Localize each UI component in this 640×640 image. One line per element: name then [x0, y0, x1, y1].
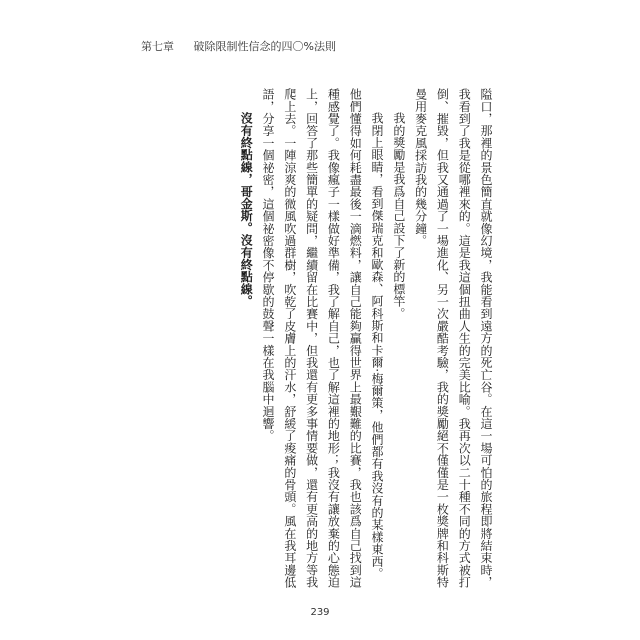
- running-head: [141, 41, 336, 53]
- text-line: 種感覺了。我像瘋子一樣做好準備，我了解自己，也了解這裡的地形；我沒有讓放棄的心態迫: [326, 88, 341, 589]
- body-text: [234, 88, 496, 592]
- page-number: 239: [310, 607, 330, 618]
- text-line: 我閉上眼睛，看到傑瑞克和歐森、阿科斯和卡爾·梅爾策，他們都有我沒有的某樣東西。: [370, 112, 385, 580]
- emphasized-paragraph: [234, 88, 256, 592]
- text-line: 倒、摧毀，但我又通過了一場進化、另一次嚴酷考驗，我的獎勵絕不僅僅是一枚獎牌和科斯特: [435, 88, 450, 589]
- text-line: 上，回答了那些簡單的疑問，繼續留在比賽中，但我還有更多事情要做，還有更高的地方等我: [304, 88, 319, 589]
- paragraph: [256, 88, 387, 592]
- paragraph-continued: [409, 88, 496, 592]
- chapter-label: 第七章: [141, 40, 174, 53]
- text-line: 他們懂得如何耗盡最後一滴燃料，讓自己能夠贏得世界上最艱難的比賽，我也該爲自己找到這: [348, 88, 363, 589]
- paragraph: [387, 88, 409, 592]
- text-line: 沒有終點線，哥金斯。沒有終點線。: [239, 112, 254, 308]
- text-line: 語，分享一個祕密，這個祕密像不停歇的鼓聲一樣在我腦中迴響。: [261, 88, 276, 442]
- text-line: 我看到了我是從哪裡來的。這是我這個扭曲人生的完美比喻。我再次以二十種不同的方式被打: [457, 88, 472, 589]
- text-line: 曼用麥克風採訪我的幾分鐘。: [413, 88, 428, 247]
- text-line: 爬上去。一陣涼爽的微風吹過群樹，吹乾了皮膚上的汗水，舒緩了痠痛的骨頭。風在我耳邊低: [282, 88, 297, 589]
- text-line: 隘口，那裡的景色簡直就像幻境，我能看到遠方的死亡谷。在這一場可怕的旅程即將結束時，: [479, 88, 493, 589]
- chapter-title: 破除限制性信念的四〇%法則: [193, 40, 336, 53]
- text-line: 我的獎勵是我爲自己設下了新的標竿。: [391, 112, 406, 320]
